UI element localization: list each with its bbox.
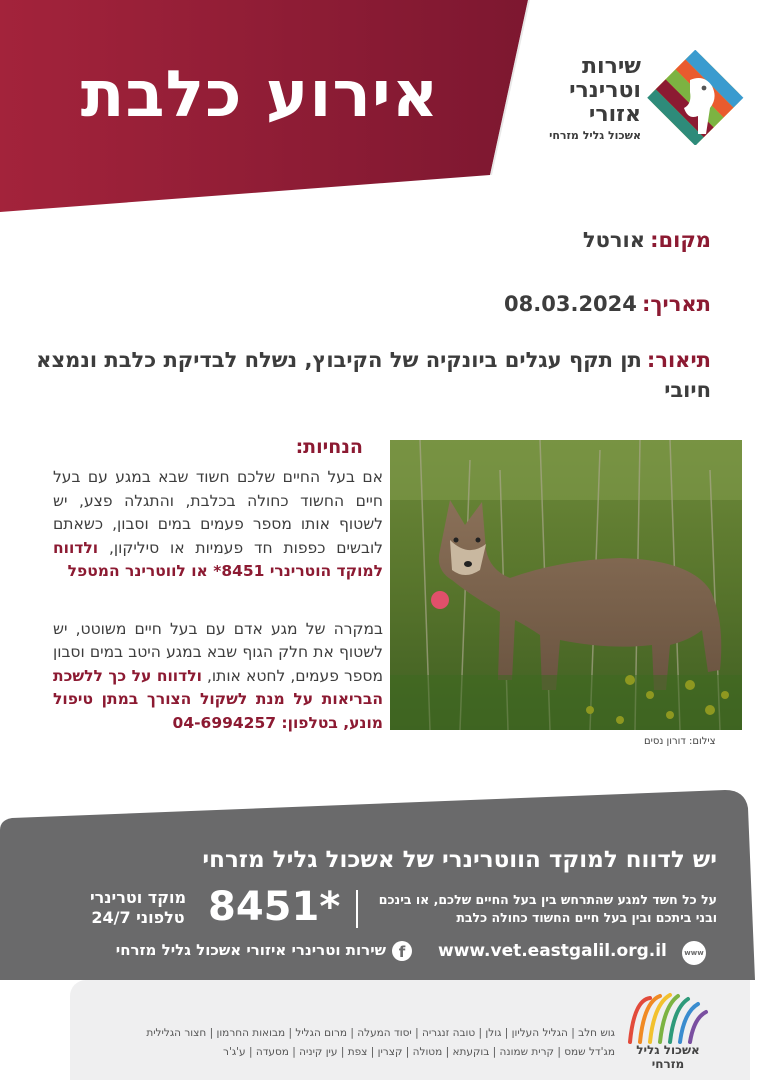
vet-logo-line3: אזורי (588, 102, 641, 127)
globe-icon: www (682, 941, 706, 965)
footer-localities-line1: גוש חלב | הגליל העליון | גולן | טובה זנגריה | יסוד המעלה | מרום הגליל | מבואות החרמון | חצור הגלילית (146, 1027, 615, 1039)
location-field (583, 228, 711, 252)
date-label: תאריך: (642, 292, 711, 316)
call-center-number[interactable]: 8451* (208, 884, 341, 930)
report-heading: יש לדווח למוקד הווטרינרי של אשכול גליל מזרחי (202, 847, 717, 873)
facebook-page-label[interactable]: שירות וטרינרי איזורי אשכול גליל מזרחי (115, 941, 386, 959)
divider (356, 890, 358, 928)
guideline-1-strong: ולדווח למוקד הוטרינרי 8451* או לווטרינר המטפל (53, 538, 383, 580)
call-center-label: מוקד וטרינרי טלפוני 24/7 (89, 888, 187, 927)
photo-credit: צילום: דורון נסים (644, 736, 716, 747)
vet-logo-text (549, 55, 641, 142)
page-title: אירוע כלבת (80, 58, 440, 132)
jackal-photo (390, 440, 742, 730)
vet-logo-line1: שירות (582, 54, 641, 79)
contact-note: על כל חשד למגע שהתרחש בין בעל החיים שלכם, או בינכם ובני ביתכם ובין בעל חיים החשוד כחולה כלבת (378, 892, 717, 925)
guideline-2-strong: ולדווח על כך ללשכת הבריאות על מנת לשקול הצורך במתן טיפול מונע, בטלפון: 04-6994257 (53, 666, 383, 732)
description-field (11, 346, 711, 406)
east-galil-logo-name: אשכול גליל מזרחי (636, 1043, 700, 1071)
footer-localities-line2: מג'דל שמס | קרית שמונה | בוקעתא | מטולה | קצרין | צפת | עין קיניה | מסעדה | ע'ג'ר (223, 1046, 615, 1058)
description-label: תיאור: (646, 348, 711, 372)
facebook-icon[interactable]: f (392, 941, 412, 961)
guidelines-list (53, 466, 383, 753)
vet-service-icon (642, 50, 750, 145)
description-value: תן תקף עגלים ביונקיה של הקיבוץ, נשלח לבדיקת כלבת ונמצא חיובי (36, 348, 711, 402)
guideline-2-text: במקרה של מגע אדם עם בעל חיים משוטט, יש לשטוף את חלק הגוף שבא במגע היטב במים וסבון מספר פעמים, לחטא אותו, (53, 619, 383, 685)
website-link[interactable]: www.vet.eastgalil.org.il (438, 941, 667, 961)
date-value: 08.03.2024 (504, 292, 637, 316)
guideline-item (53, 618, 383, 736)
date-field (504, 292, 711, 316)
guideline-1-text: אם בעל החיים שלכם חשוד שבא במגע עם בעל חיים החשוד כחולה בכלבת, והתגלה פצע, יש לשטוף אותו מספר פעמים במים וסבון, כשאתם לובשים כפפות חד פעמיות או סיליקון, (53, 468, 383, 557)
vet-logo-line2: וטרינרי (569, 78, 641, 103)
vet-logo-subtitle: אשכול גליל מזרחי (549, 129, 641, 142)
location-label: מקום: (650, 228, 711, 252)
guideline-item (53, 466, 383, 584)
location-value: אורטל (582, 228, 646, 252)
guidelines-title: הנחיות: (295, 436, 363, 458)
